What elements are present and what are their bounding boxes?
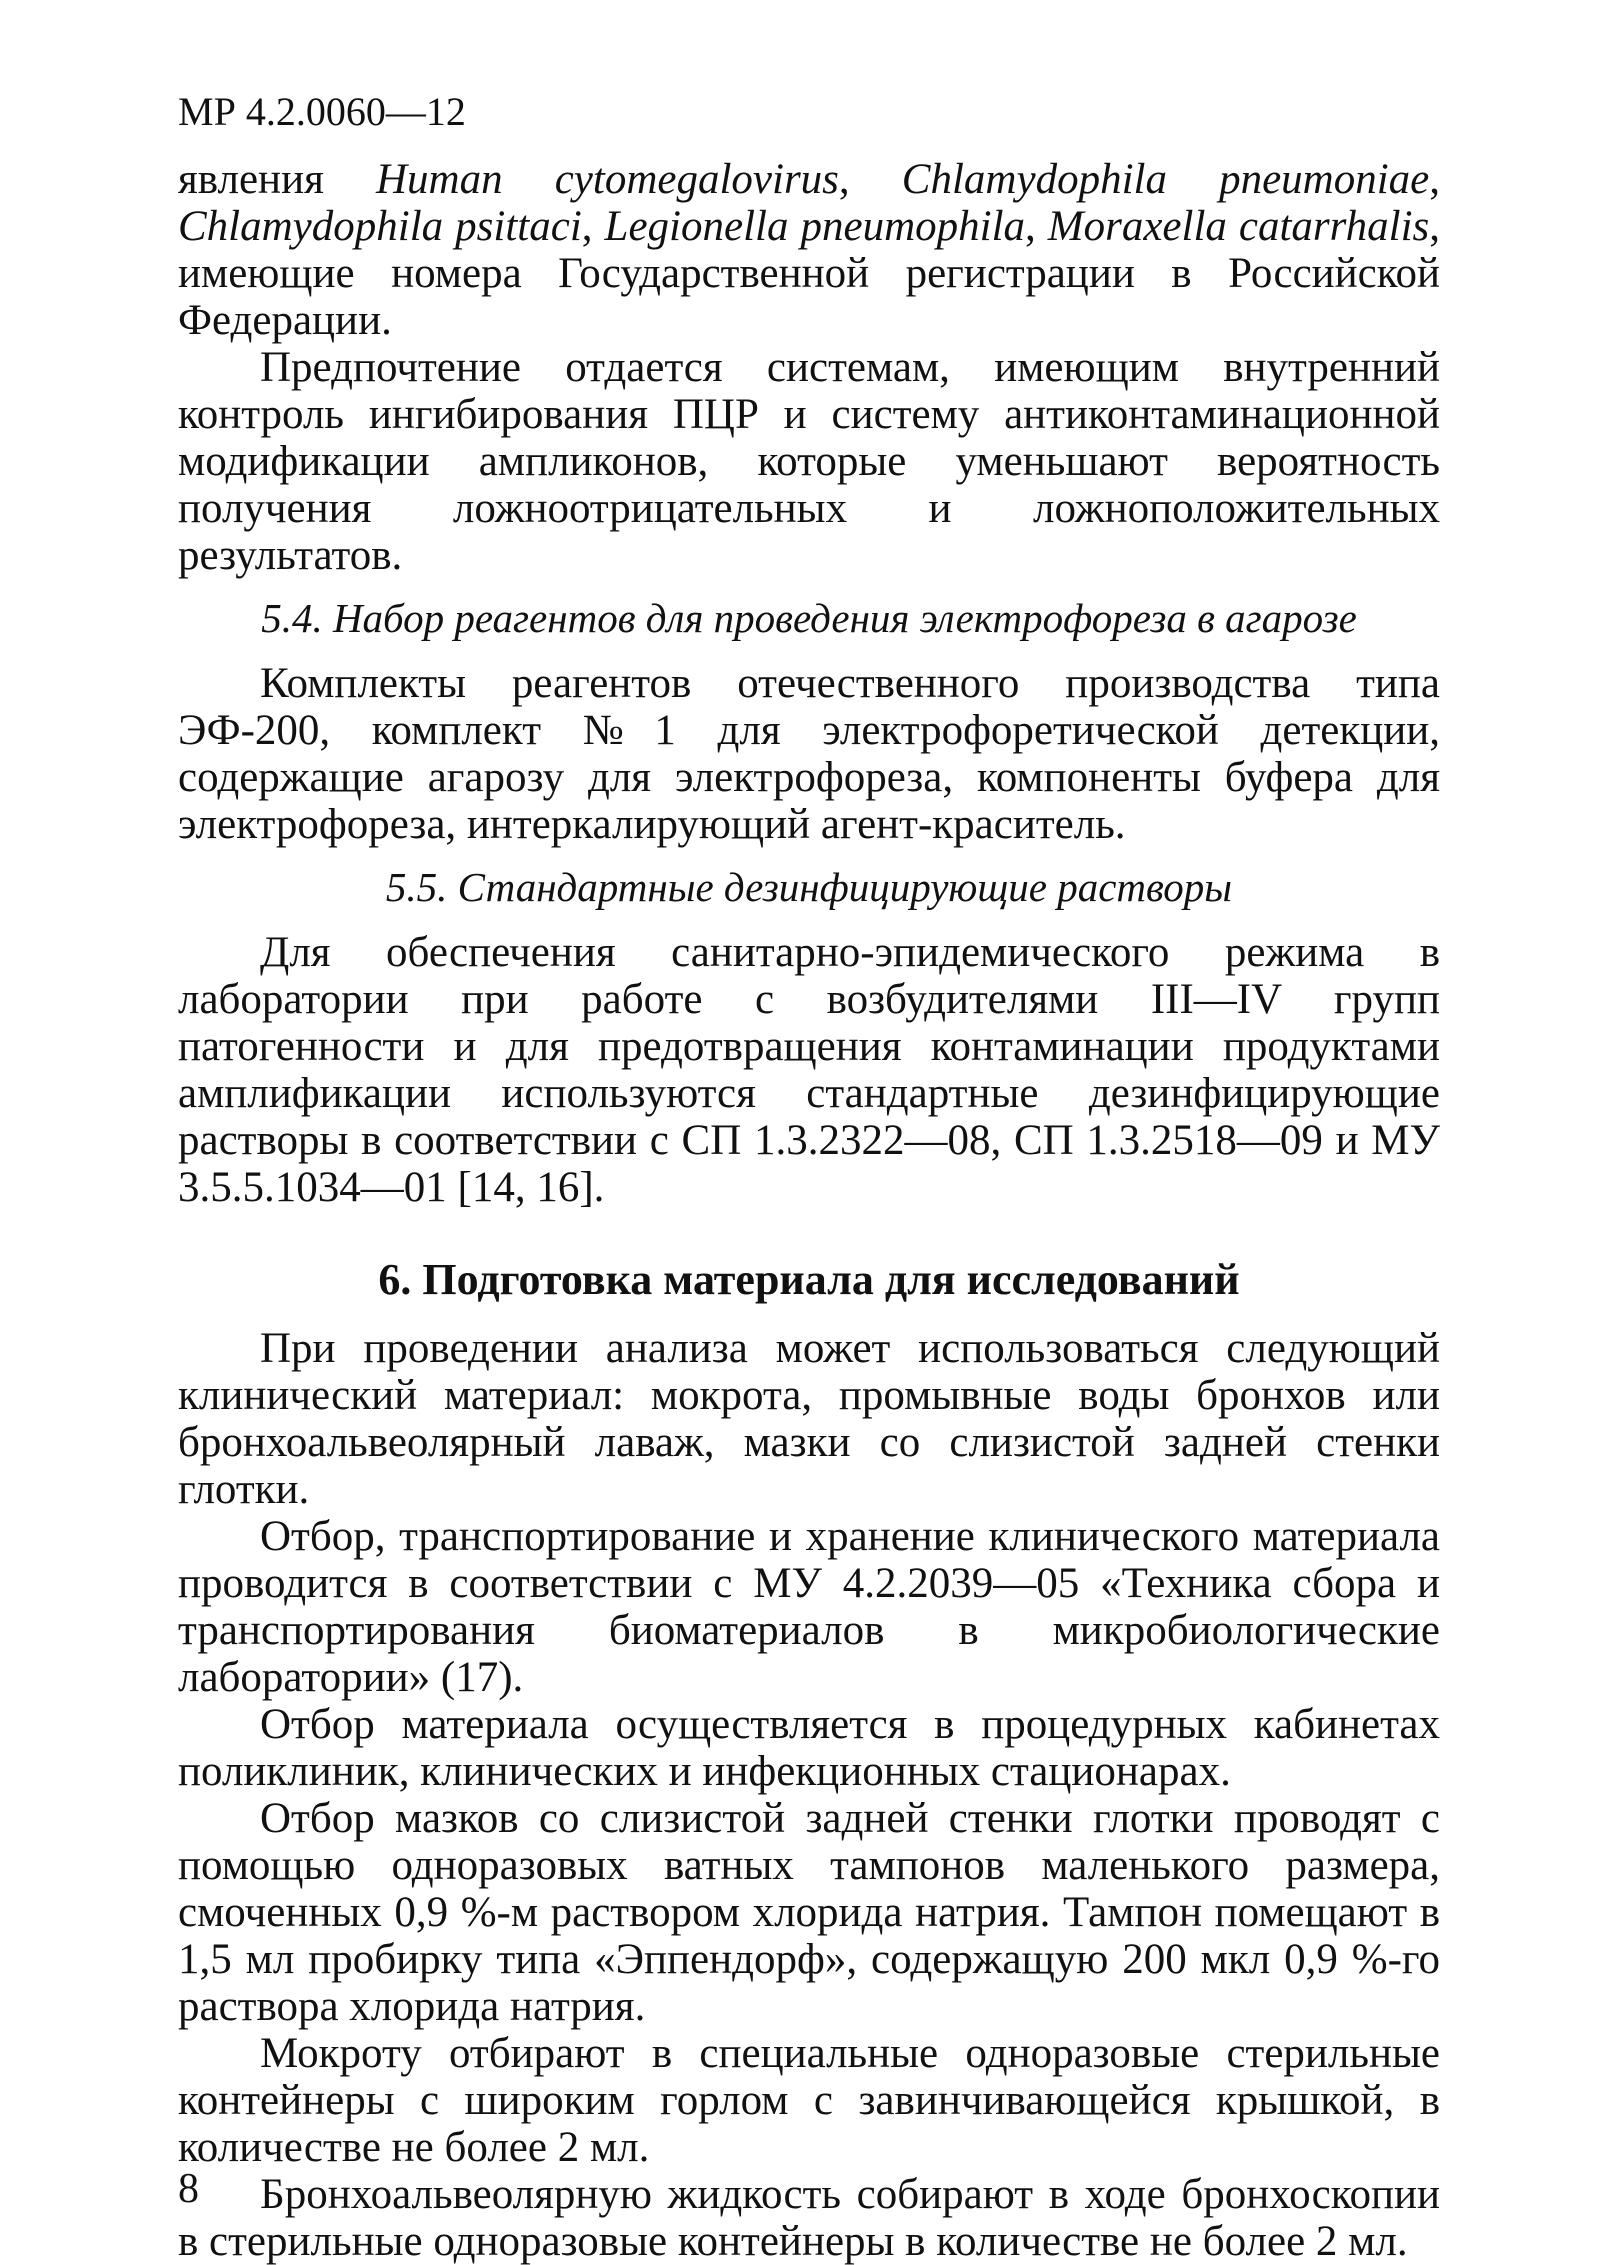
paragraph-6-6: Бронхоальвеолярную жидкость собирают в ходе бронхоскопии в стерильные одноразовые контейнеры в количестве не более 2 мл. <box>178 2171 1440 2265</box>
subsection-heading-5-4: 5.4. Набор реагентов для проведения электрофореза в агарозе <box>261 595 1357 641</box>
document-page <box>178 88 1440 2265</box>
paragraph-6-2: Отбор, транспортирование и хранение клинического материала проводится в соответствии с МУ 4.2.2039—05 «Техника сбора и транспортирования биоматериалов в микробиологические лаборатории» (17). <box>178 1513 1440 1701</box>
paragraph-preference: Предпочтение отдается системам, имеющим внутренний контроль ингибирования ПЦР и систему антиконтаминационной модификации ампликонов, которые уменьшают вероятность получения ложноотрицательных и ложноположительных результатов. <box>178 344 1440 579</box>
paragraph-6-1: При проведении анализа может использоваться следующий клинический материал: мокрота, промывные воды бронхов или бронхоальвеолярный лаваж, мазки со слизистой задней стенки глотки. <box>178 1325 1440 1513</box>
paragraph-intro: явления Human cytomegalovirus, Chlamydophila pneumoniae, Chlamydophila psittaci, Legionella pneumophila, Moraxella catarrhalis, имеющие номера Государственной регистрации в Российской Федерации. <box>178 156 1441 344</box>
paragraph-6-4: Отбор мазков со слизистой задней стенки глотки проводят с помощью одноразовых ватных тампонов маленького размера, смоченных 0,9 %-м раствором хлорида натрия. Тампон помещают в 1,5 мл пробирку типа «Эппендорф», содержащую 200 мкл 0,9 %-го раствора хлорида натрия. <box>178 1795 1440 2030</box>
page-number: 8 <box>178 2166 199 2212</box>
running-head: МР 4.2.0060—12 <box>178 89 466 134</box>
paragraph-6-3: Отбор материала осуществляется в процедурных кабинетах поликлиник, клинических и инфекционных стационарах. <box>178 1701 1440 1795</box>
paragraph-6-5: Мокроту отбирают в специальные одноразовые стерильные контейнеры с широким горлом с завинчивающейся крышкой, в количестве не более 2 мл. <box>178 2030 1440 2171</box>
paragraph-5-4: Комплекты реагентов отечественного производства типа ЭФ-200, комплект №1 для электрофоретической детекции, содержащие агарозу для электрофореза, компоненты буфера для электрофореза, интеркалирующий агент-краситель. <box>178 660 1440 848</box>
section-heading-6: 6. Подготовка материала для исследований <box>378 1255 1240 1304</box>
subsection-heading-5-5: 5.5. Стандартные дезинфицирующие растворы <box>385 864 1233 910</box>
paragraph-5-5: Для обеспечения санитарно-эпидемического режима в лаборатории при работе с возбудителями III—IV групп патогенности и для предотвращения контаминации продуктами амплификации используются стандартные дезинфицирующие растворы в соответствии с СП 1.3.2322—08, СП 1.3.2518—09 и МУ 3.5.5.1034—01 [14, 16]. <box>178 929 1440 1211</box>
